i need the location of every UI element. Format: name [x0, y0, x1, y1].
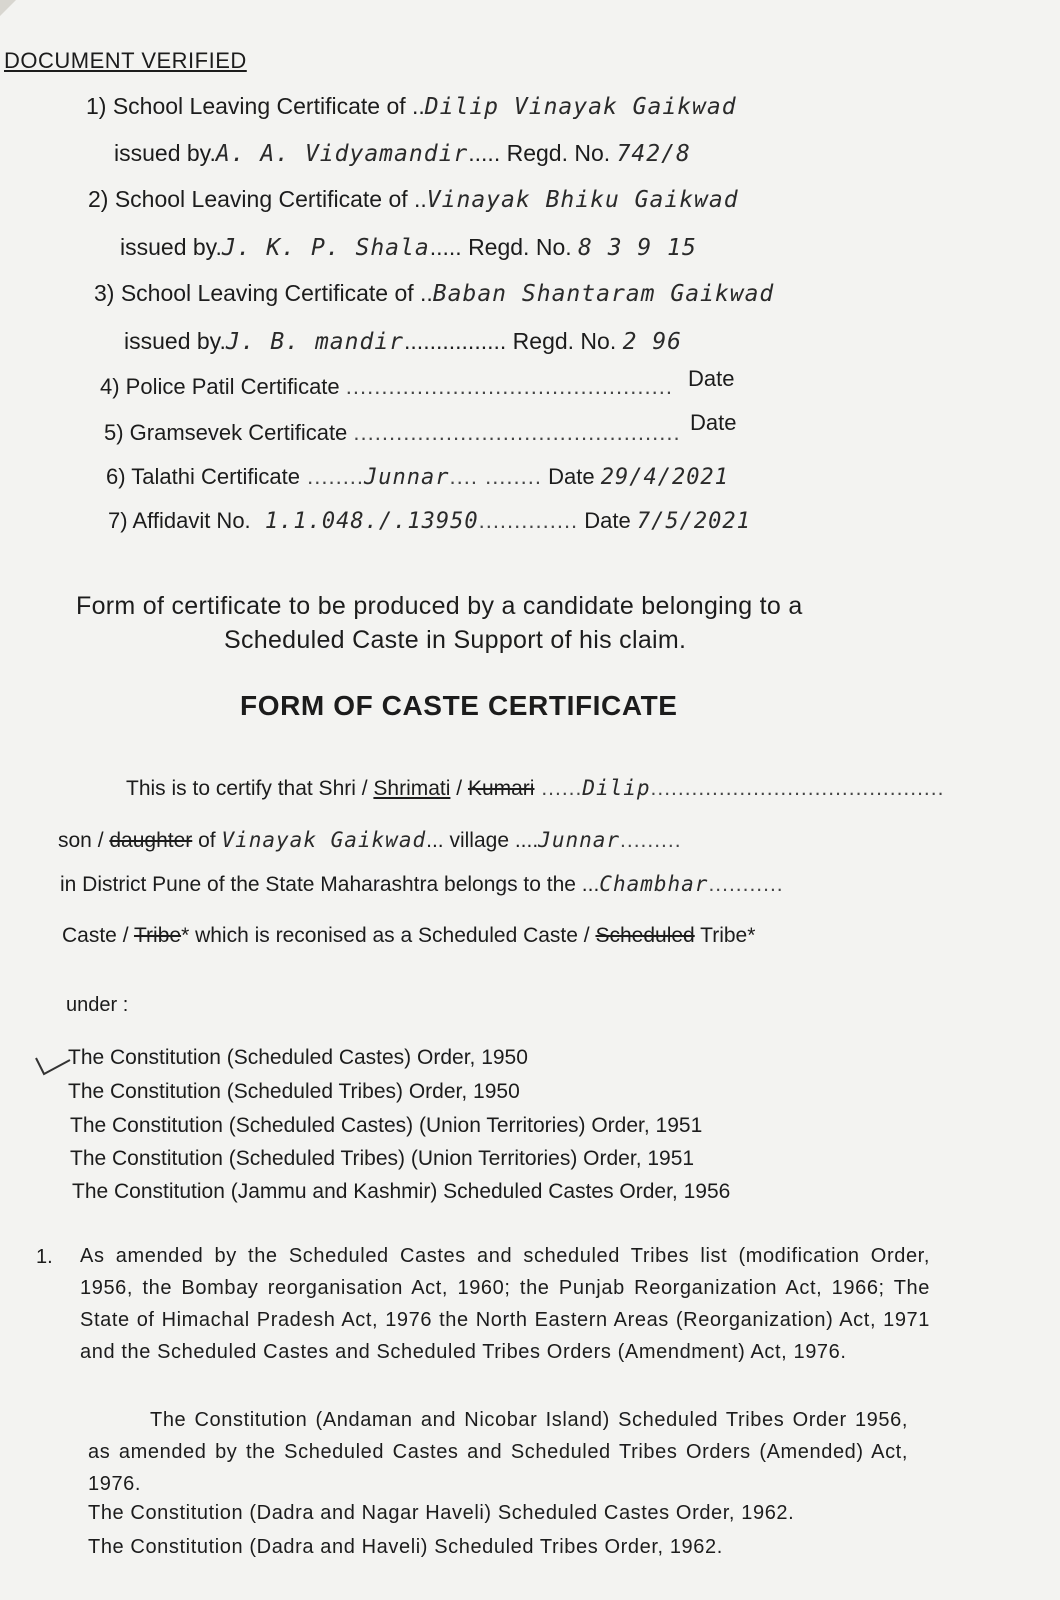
date-label: Date — [584, 508, 631, 533]
note-number: 1. — [36, 1246, 53, 1268]
regd-label: ................ Regd. No. — [404, 328, 617, 354]
certify-line-3 — [60, 872, 784, 897]
handwritten-name: Baban Shantaram Gaikwad — [432, 281, 775, 307]
under-label: under : — [66, 994, 129, 1016]
form-title: FORM OF CASTE CERTIFICATE — [240, 690, 678, 721]
certify-line-4 — [62, 924, 755, 948]
note-paragraph-1: As amended by the Scheduled Castes and scheduled Tribes list (modification Order, 1956, the Bombay reorganisation Act, 1960; the Punjab Reorganization Act, 1966; The State of Himachal Pradesh Act, 1976 the North Eastern Areas (Reorganization) Act, 1971 and the Scheduled Castes and Scheduled Tribes Orders (Amendment) Act, 1976. — [80, 1245, 930, 1363]
regd-label: ..... Regd. No. — [468, 140, 611, 166]
village-label: ... village .... — [426, 829, 539, 852]
handwritten-date: 29/4/2021 — [600, 465, 729, 490]
certify-text: This is to certify that Shri / — [126, 777, 374, 800]
tribe-option: Tribe — [133, 924, 182, 947]
certify-text: Tribe* — [694, 924, 756, 947]
intro-line-1: Form of certificate to be produced by a candidate belonging to a — [76, 592, 803, 620]
certify-text: of — [192, 829, 222, 852]
item-label: 3) School Leaving Certificate of .. — [94, 280, 433, 306]
scheduled-tribe-option: Scheduled — [595, 924, 695, 947]
issued-label: issued by. — [124, 328, 226, 354]
dotted-line: ........................................... — [650, 777, 945, 800]
order-item-1: The Constitution (Scheduled Castes) Order, 1950 — [68, 1046, 528, 1069]
dotted-line: .... ........ — [449, 464, 542, 489]
son-option: son / — [58, 829, 110, 852]
order-item-4: The Constitution (Scheduled Tribes) (Union Territories) Order, 1951 — [70, 1147, 695, 1170]
certify-text: * which is reconised as a Scheduled Caste / — [181, 924, 596, 947]
item-label: 1) School Leaving Certificate of .. — [86, 93, 425, 119]
certify-text: Caste / — [62, 924, 134, 947]
order-item-5: The Constitution (Jammu and Kashmir) Scheduled Castes Order, 1956 — [72, 1180, 731, 1203]
handwritten-issuer: A. A. Vidyamandir — [215, 141, 469, 167]
handwritten-village-name: Junnar — [538, 828, 621, 852]
handwritten-name: Dilip Vinayak Gaikwad — [424, 94, 737, 120]
note-paragraph-2: The Constitution (Andaman and Nicobar Island) Scheduled Tribes Order 1956, as amended by the Scheduled Castes and Scheduled Tribes Orders (Amended) Act, 1976. — [88, 1409, 908, 1495]
note-paragraph-4: The Constitution (Dadra and Haveli) Scheduled Tribes Order, 1962. — [88, 1536, 723, 1558]
handwritten-issuer: J. K. P. Shala — [221, 235, 430, 261]
item-label: 2) School Leaving Certificate of .. — [88, 186, 427, 212]
item-label: 6) Talathi Certificate — [106, 464, 301, 489]
dotted-line: ........ — [300, 464, 365, 489]
regd-label: ..... Regd. No. — [429, 234, 572, 260]
dotted-line: ......... — [620, 829, 682, 852]
kumari-option: Kumari — [467, 777, 535, 800]
page-fold — [0, 0, 16, 16]
dotted-line: ........... — [708, 873, 784, 896]
verified-item-1 — [86, 93, 737, 120]
dotted-line: ...... — [534, 777, 583, 800]
dotted-line: .............. — [478, 508, 579, 533]
dotted-line: .............................................. — [345, 374, 673, 399]
item-5-date-label: Date — [690, 410, 737, 435]
certify-line-1 — [126, 776, 944, 801]
dotted-line: .............................................. — [353, 420, 681, 445]
handwritten-village: Junnar — [364, 465, 450, 490]
handwritten-name: Vinayak Bhiku Gaikwad — [426, 187, 739, 213]
handwritten-candidate-name: Dilip — [582, 776, 651, 800]
separator: / — [450, 777, 468, 800]
order-item-2: The Constitution (Scheduled Tribes) Order, 1950 — [68, 1080, 520, 1103]
verified-item-2-issuer — [120, 234, 697, 261]
item-4-date-label: Date — [688, 366, 735, 391]
item-label: 7) Affidavit No. — [108, 508, 251, 533]
note-paragraph-3: The Constitution (Dadra and Nagar Haveli) Scheduled Castes Order, 1962. — [88, 1502, 795, 1524]
issued-label: issued by. — [120, 234, 222, 260]
handwritten-regd-no: 2 96 — [622, 329, 683, 355]
verified-item-2 — [88, 186, 739, 213]
verified-item-4 — [100, 374, 673, 400]
daughter-option: daughter — [109, 829, 193, 852]
handwritten-issuer: J. B. mandir — [225, 329, 405, 355]
verified-item-7 — [108, 508, 751, 534]
verified-item-5 — [104, 420, 681, 446]
certify-text: in District Pune of the State Maharashtra belongs to the ... — [60, 873, 600, 896]
verified-item-3 — [94, 280, 774, 307]
intro-line-2: Scheduled Caste in Support of his claim. — [224, 626, 687, 654]
handwritten-affidavit-no: 1.1.048./.13950 — [250, 509, 479, 534]
handwritten-caste: Chambhar — [599, 872, 709, 896]
handwritten-regd-no: 742/8 — [616, 141, 691, 167]
certify-line-2 — [58, 828, 682, 853]
handwritten-regd-no: 8 3 9 15 — [578, 235, 697, 261]
handwritten-father-name: Vinayak Gaikwad — [221, 828, 427, 852]
verified-item-6 — [106, 464, 729, 490]
order-item-3: The Constitution (Scheduled Castes) (Union Territories) Order, 1951 — [70, 1114, 703, 1137]
item-label: 5) Gramsevek Certificate — [104, 420, 348, 445]
verified-item-3-issuer — [124, 328, 682, 355]
date-label: Date — [548, 464, 595, 489]
item-label: 4) Police Patil Certificate — [100, 374, 340, 399]
handwritten-date: 7/5/2021 — [636, 509, 751, 534]
verified-item-1-issuer — [114, 140, 691, 167]
shrimati-option: Shrimati — [373, 777, 451, 800]
document-verified-heading: DOCUMENT VERIFIED — [4, 48, 247, 73]
issued-label: issued by. — [114, 140, 216, 166]
